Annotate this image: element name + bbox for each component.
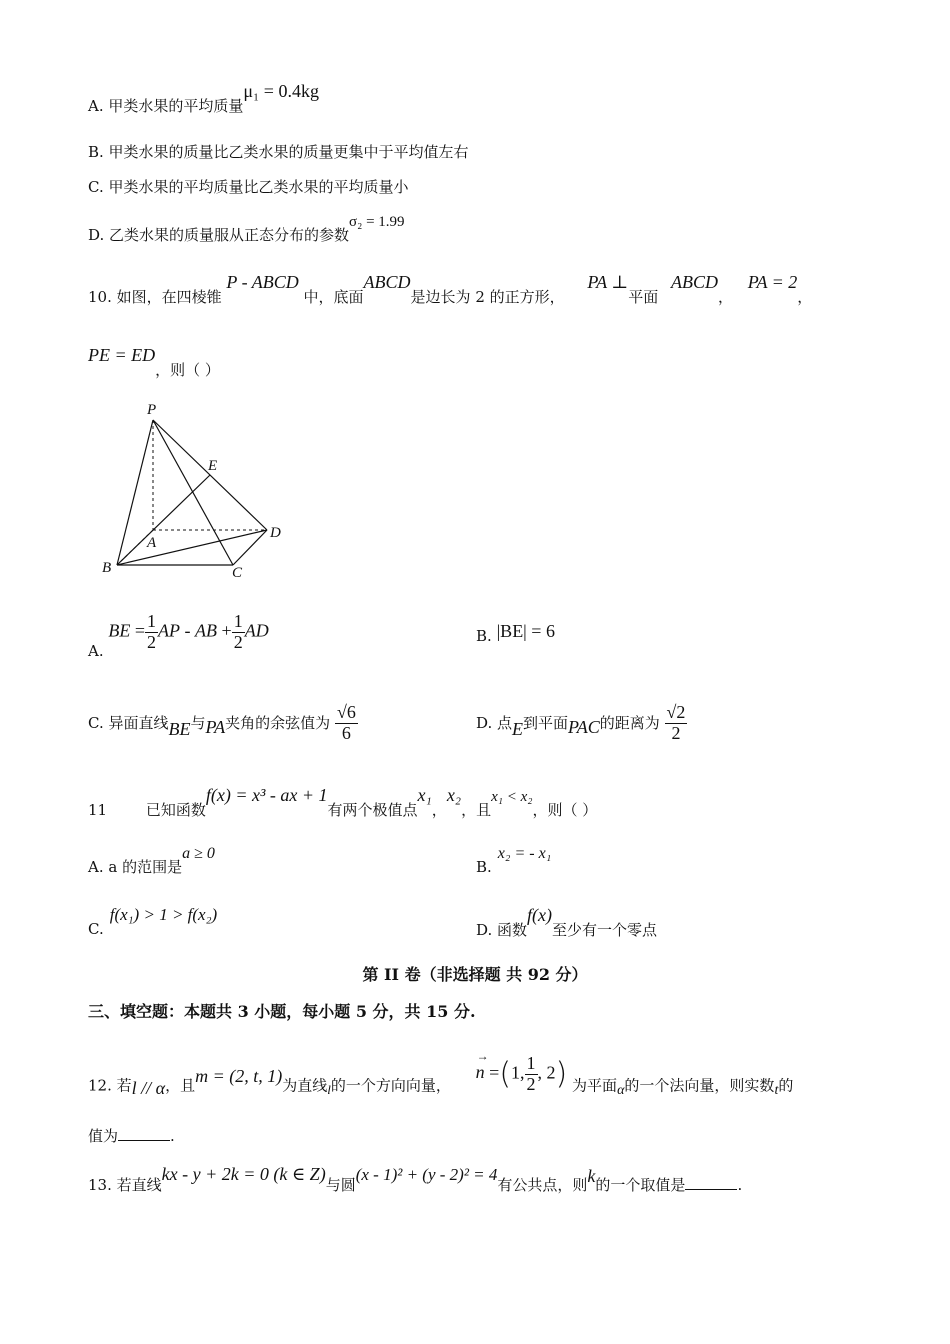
q10-base: ABCD [363,272,411,292]
q11-option-b: B.x₂ = - x₁ [476,845,552,876]
q10-option-c-value: $\frac{√6}{6}$ [336,702,356,743]
q9-option-d: D. 乙类水果的质量服从正态分布的参数σ₂ = 1.99 [88,214,405,244]
q10-option-a: A. BE = $\frac{1}{2}$ AP - AB + $\frac{1}{2}$ AD [88,611,269,660]
q10-option-c: C. 异面直线BE与PA夹角的余弦值为 $\frac{√6}{6}$ [88,702,356,743]
q10-pyramid: P - ABCD [226,272,299,292]
q11-stem: 11 已知函数f(x) = x³ - ax + 1有两个极值点x₁，x₂，且x₁ < x₂，则（ ） [88,785,598,819]
q11-option-d: D. 函数f(x)至少有一个零点 [476,905,658,939]
part3-heading: 三、填空题：本题共 3 小题，每小题 5 分，共 15 分. [88,1002,476,1021]
q13-stem: 13. 若直线kx - y + 2k = 0 (k ∈ Z)与圆(x - 1)² + (y - 2)² = 4有公共点，则k的一个取值是 . [88,1164,743,1194]
q10-stem-line1: 10. 如图，在四棱锥 P - ABCD 中，底面ABCD是边长为 2 的正方形， PA ⊥平面 ABCD， PA = 2， [88,272,813,306]
q10-option-d: D. 点E到平面PAC的距离为 $\frac{√2}{2}$ [476,702,686,743]
q10-stem-line2: PE = ED，则（ ） [88,345,220,379]
q11-option-a: A. a 的范围是a ≥ 0 [88,845,215,876]
pyramid-figure [95,398,295,583]
label-d: D [270,525,281,541]
q9-option-a: A. 甲类水果的平均质量μ₁ = 0.4kg [88,81,319,115]
q12-normal-vector: n → =(1, $\frac{1}{2}$ , 2) [475,1049,568,1094]
q10-option-b: B. |BE| = 6 [476,621,555,645]
q13-line-eq: kx - y + 2k = 0 (k ∈ Z) [161,1164,326,1184]
q10-option-b-math: |BE| = 6 [496,621,555,641]
q9-option-b: B. 甲类水果的质量比乙类水果的质量更集中于平均值左右 [88,143,469,161]
label-c: C [232,565,243,581]
q10-option-d-value: $\frac{√2}{2}$ [666,702,686,743]
label-p: P [147,402,157,418]
q13-answer-blank[interactable] [685,1177,737,1190]
edge-pc [153,420,233,565]
edge-bd [117,530,267,565]
label-a: A [147,535,157,551]
q13-circle-eq: (x - 1)² + (y - 2)² = 4 [355,1165,498,1184]
q9-option-d-math: σ₂ = 1.99 [349,214,405,230]
q10-plane: ABCD [671,272,718,292]
q10-pa-perp: PA ⊥ [587,272,629,292]
q12-answer-blank[interactable] [118,1128,170,1141]
q9-option-a-math: μ₁ = 0.4kg [243,81,319,101]
label-e: E [208,458,218,474]
edge-cd [233,530,267,565]
q10-pe-eq: PE = ED [88,345,156,365]
q10-pa-eq: PA = 2 [747,272,798,292]
q12-stem-line1: 12. 若l // α，且m = (2, t, 1)为直线l的一个方向向量， n → =(1, $\frac{1}{2}$ , 2) 为平面α的一个法向量，则实数t的 [88,1049,794,1099]
label-b: B [102,560,112,576]
q10-option-a-math: BE = $\frac{1}{2}$ AP - AB + $\frac{1}{2}$ AD [108,611,269,652]
section-title: 第 II 卷（非选择题 共 92 分） [362,965,588,984]
q9-option-c: C. 甲类水果的平均质量比乙类水果的平均质量小 [88,178,409,196]
q11-option-c: C.f(x₁) > 1 > f(x₂) [88,905,218,938]
q11-function: f(x) = x³ - ax + 1 [205,785,328,805]
q12-stem-line2: 值为 . [88,1127,175,1145]
